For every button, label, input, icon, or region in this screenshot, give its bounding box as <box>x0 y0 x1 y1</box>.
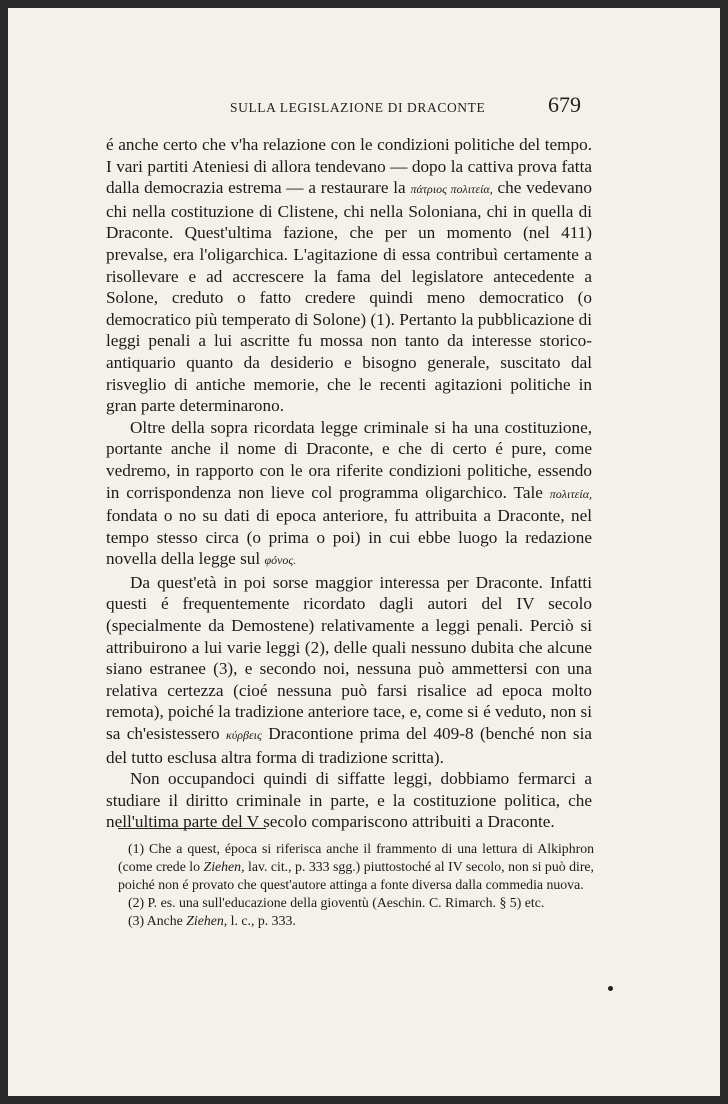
paragraph-3 <box>106 572 592 768</box>
text-span: fondata o no su dati di epoca anteriore, fu attribuita a Draconte, nel tempo stesso circa (o prima o poi) in cui ebbe luogo la redazione novella della legge sul <box>106 506 592 569</box>
page-header <box>8 92 720 120</box>
text-span: (1) Che a quest, época si riferisca anche il frammento di una lettura di Alkiphron (come crede lo <box>118 841 594 874</box>
text-span: che vedevano chi nella costituzione di Clistene, chi nella Soloniana, chi in quella di Draconte. Quest'ultima fazione, che per un momento (nel 411) prevalse, era l'oligarchica. L'agitazione di essa contribuì certamente a risollevare e ad accrescere la fama del legislatore antecedente a Solone, creduto o fatto credere quindi meno democratico (o democratico più temperato di Solone) (1). Pertanto la pubblicazione di leggi penali a lui ascritte fu mossa non tanto da interesse storico-antiquario quanto da desiderio e bisogno generale, suscitato dal risveglio di antiche memorie, che le recenti agitazioni politiche in gran parte determinarono. <box>106 178 592 416</box>
main-text <box>106 134 592 833</box>
running-title: SULLA LEGISLAZIONE DI DRACONTE <box>230 100 486 115</box>
text-span: Oltre della sopra ricordata legge criminale si ha una costituzione, portante anche il nome di Draconte, e che di certo é pure, come vedremo, in rapporto con le ora riferite condizioni politiche, essendo in corrispondenza non lieve col programma oligarchico. Tale <box>106 417 592 502</box>
text-span: (2) P. es. una sull'educazione della gioventù (Aeschin. C. Rimarch. § 5) etc. <box>128 895 545 910</box>
author-name: Ziehen, <box>186 913 228 928</box>
greek-term: πολιτεία, <box>549 486 592 501</box>
footnote-3 <box>118 912 594 930</box>
text-span: l. c., p. 333. <box>227 913 296 928</box>
greek-term: φόνος. <box>264 553 297 568</box>
text-span: Dracontione prima del 409-8 (benché non sia del tutto esclusa altra forma di tradizione scritta). <box>106 724 592 767</box>
text-span: Non occupandoci quindi di siffatte leggi, dobbiamo fermarci a studiare il diritto criminale in parte, e la costituzione politica, che nell'ultima parte del V secolo compariscono attribuiti a Draconte. <box>106 769 592 832</box>
paragraph-1 <box>106 134 592 417</box>
text-span: Da quest'età in poi sorse maggior interessa per Draconte. Infatti questi é frequentemente ricordato dagli autori del IV secolo (specialmente da Demostene) relativamente a leggi penali. Perciò si attribuirono a lui varie leggi (2), delle quali nessuno dubita che alcune siano estranee (3), e secondo noi, nessuna può ammettersi con una relativa certezza (cioé nessuna può farsi risalice ad epoca molto remota), poiché la tradizione anteriore tace, e, come si é veduto, non si sa ch'esistessero <box>106 572 592 744</box>
text-span: é anche certo che v'ha relazione con le condizioni politiche del tempo. I vari partiti Ateniesi di allora tendevano — dopo la cattiva prova fatta dalla democrazia estrema — a restaurare la <box>106 135 592 198</box>
ink-speck <box>608 986 613 991</box>
footnote-2 <box>118 894 594 912</box>
greek-term: πάτριος πολιτεία, <box>410 182 493 197</box>
footnotes <box>118 840 594 930</box>
footnote-divider <box>118 828 266 829</box>
book-page <box>8 8 720 1096</box>
paragraph-2 <box>106 417 592 572</box>
text-span: lav. cit., p. 333 sgg.) piuttostoché al IV secolo, non si può dire, poiché non é provato che quest'autore attinga a fonte diversa dalla commedia nuova. <box>118 859 594 892</box>
page-number: 679 <box>548 92 581 117</box>
text-span: (3) Anche <box>128 913 187 928</box>
footnote-1 <box>118 840 594 894</box>
greek-term: κύρβεις <box>225 728 262 743</box>
paragraph-4 <box>106 768 592 833</box>
author-name: Ziehen, <box>203 859 245 874</box>
